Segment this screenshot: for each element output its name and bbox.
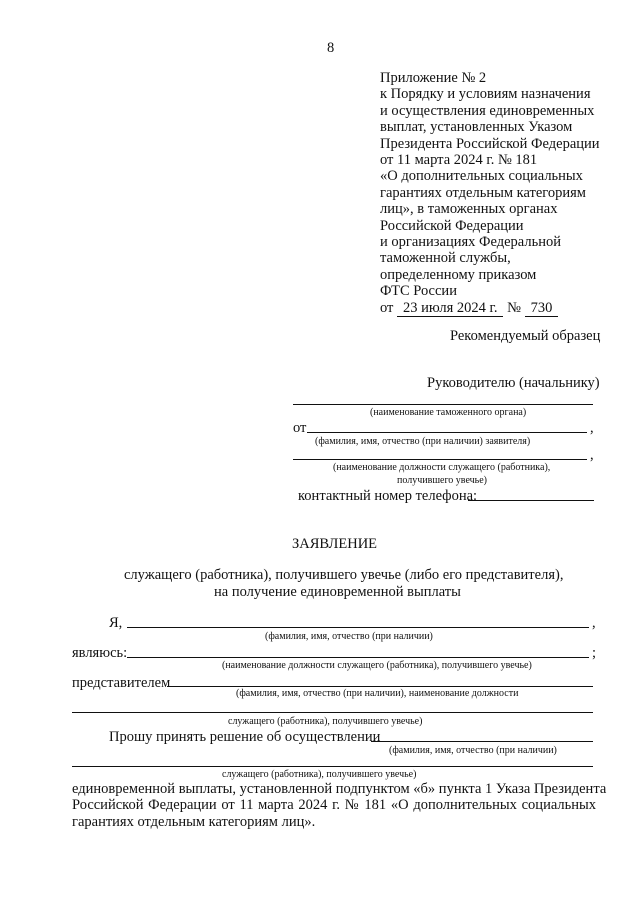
appendix-line: и осуществления единовременных [380, 102, 595, 119]
paragraph-line: единовременной выплаты, установленной подпунктом «б» пункта 1 Указа Президента [72, 781, 607, 797]
representative-caption: служащего (работника), получившего увечье) [228, 716, 423, 727]
name-caption: (фамилия, имя, отчество (при наличии) [265, 631, 433, 642]
phone-line[interactable] [468, 500, 594, 501]
request-caption: (фамилия, имя, отчество (при наличии) [389, 745, 557, 756]
representative-label: представителем [72, 675, 171, 691]
appendix-line: и организациях Федеральной [380, 234, 561, 251]
body-paragraph [72, 781, 607, 830]
position-caption: (наименование должности служащего (работника), [333, 462, 551, 473]
representative-line[interactable] [167, 686, 593, 687]
appendix-line: Президента Российской Федерации [380, 135, 600, 152]
appendix-line: «О дополнительных социальных [380, 168, 583, 185]
customs-body-line[interactable] [293, 404, 593, 405]
appendix-line: Российской Федерации [380, 217, 524, 234]
comma: , [592, 615, 596, 631]
customs-body-caption: (наименование таможенного органа) [370, 407, 527, 418]
being-line[interactable] [127, 657, 589, 658]
phone-label: контактный номер телефона: [298, 488, 478, 504]
being-label: являюсь: [72, 645, 128, 661]
request-line-2[interactable] [72, 766, 593, 767]
order-reference: от 23 июля 2024 г. № 730 [380, 300, 600, 316]
semicolon: ; [592, 645, 597, 661]
i-label: Я, [109, 615, 123, 631]
paragraph-line: гарантиях отдельным категориям лиц». [72, 813, 316, 830]
document-subtitle: служащего (работника), получившего увечье (либо его представителя), [124, 567, 564, 583]
document-subtitle: на получение единовременной выплаты [214, 584, 461, 600]
appendix-block [380, 70, 600, 316]
page-number: 8 [327, 40, 335, 56]
from-label: от [293, 420, 307, 436]
appendix-line: лиц», в таможенных органах [380, 201, 558, 218]
appendix-line: к Порядку и условиям назначения [380, 86, 591, 103]
appendix-line: выплат, установленных Указом [380, 119, 573, 136]
addressee-label: Руководителю (начальнику) [427, 375, 600, 391]
paragraph-line: Российской Федерации от 11 марта 2024 г. № 181 «О дополнительных социальных [72, 797, 596, 814]
applicant-caption: (фамилия, имя, отчество (при наличии) заявителя) [315, 436, 531, 447]
appendix-line: Приложение № 2 [380, 70, 487, 86]
comma: , [590, 447, 594, 463]
appendix-line: от 11 марта 2024 г. № 181 [380, 152, 538, 169]
document-title: ЗАЯВЛЕНИЕ [292, 536, 378, 552]
request-caption: служащего (работника), получившего увечье) [222, 769, 417, 780]
name-line[interactable] [127, 627, 589, 628]
appendix-line: ФТС России [380, 283, 457, 300]
appendix-line: таможенной службы, [380, 250, 511, 267]
sample-label: Рекомендуемый образец [450, 328, 601, 344]
order-number: 730 [525, 300, 559, 317]
appendix-line: гарантиях отдельным категориям [380, 184, 586, 201]
being-caption: (наименование должности служащего (работника), получившего увечье) [222, 660, 532, 671]
order-date: 23 июля 2024 г. [397, 300, 503, 317]
request-line[interactable] [371, 741, 593, 742]
appendix-line: определенному приказом [380, 266, 537, 283]
applicant-line[interactable] [307, 432, 587, 433]
representative-caption: (фамилия, имя, отчество (при наличии), наименование должности [236, 688, 519, 699]
position-line[interactable] [293, 459, 587, 460]
position-caption: получившего увечье) [397, 475, 488, 486]
request-label: Прошу принять решение об осуществлении [109, 729, 381, 745]
comma: , [590, 420, 594, 436]
representative-line-2[interactable] [72, 712, 593, 713]
